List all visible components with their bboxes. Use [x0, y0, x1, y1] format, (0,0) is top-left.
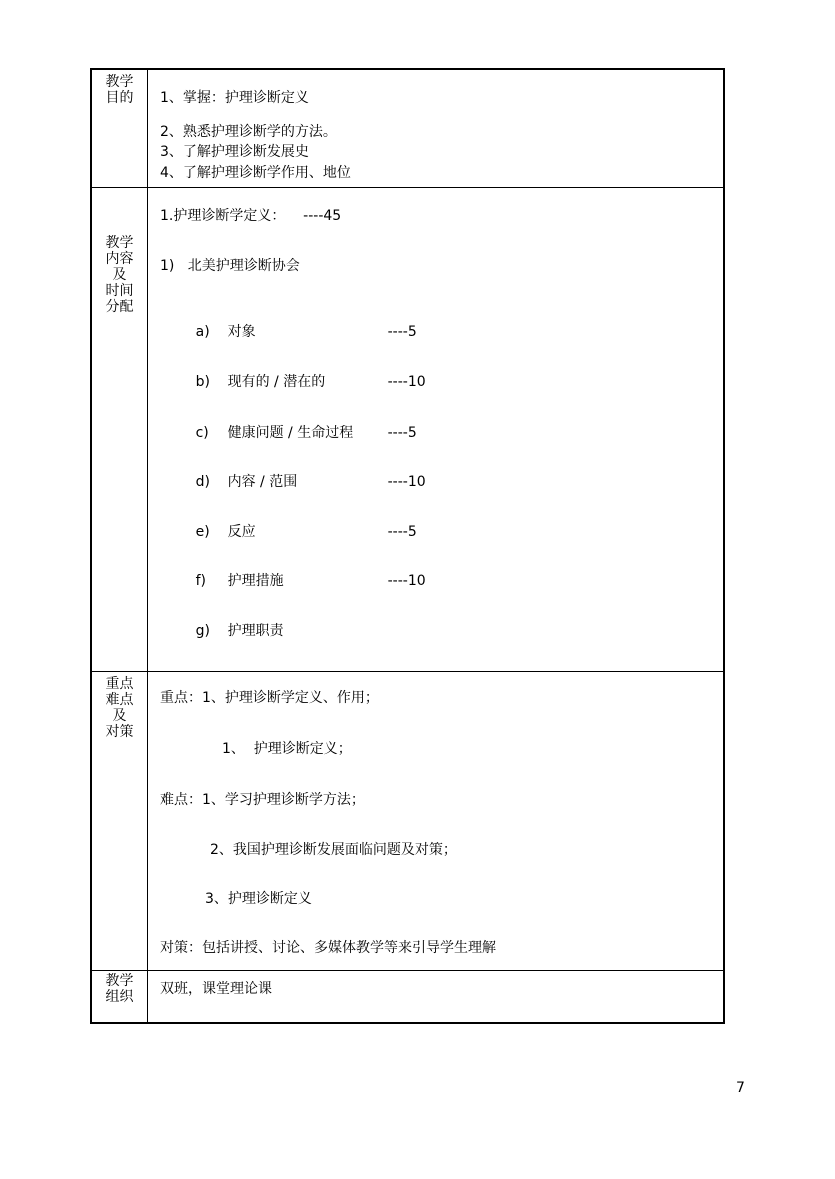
row-teaching-organization	[92, 971, 723, 1022]
page-number: 7	[736, 1080, 745, 1096]
content-heading: 1.护理诊断学定义： ----45	[160, 208, 342, 224]
item-key: e)	[195, 524, 210, 540]
key-point-line: 难点：1、学习护理诊断学方法；	[160, 792, 365, 808]
objective-line: 3、了解护理诊断发展史	[160, 144, 309, 160]
item-time: ----10	[387, 474, 426, 490]
label-line: 组织	[105, 989, 134, 1005]
content-subheading: 1) 北美护理诊断协会	[160, 258, 300, 274]
label-line: 分配	[105, 299, 134, 315]
item-time: ----10	[387, 374, 426, 390]
content-item	[160, 455, 426, 509]
label-line: 及	[112, 267, 127, 283]
item-key: d)	[195, 474, 210, 490]
row-teaching-content	[92, 188, 723, 672]
content-item	[160, 406, 417, 460]
objectives-content	[148, 70, 723, 187]
label-line: 目的	[105, 90, 134, 106]
key-points-content	[148, 672, 723, 970]
item-time: ----5	[387, 524, 417, 540]
content-item	[160, 505, 417, 559]
item-text: 反应	[227, 524, 256, 540]
label-line: 教学	[105, 74, 134, 90]
item-key: b)	[195, 374, 210, 390]
item-text: 内容 / 范围	[227, 474, 298, 490]
row-label-objectives	[92, 70, 148, 187]
key-point-line: 2、我国护理诊断发展面临问题及对策；	[210, 842, 457, 858]
item-text: 现有的 / 潜在的	[227, 374, 326, 390]
key-point-line: 3、护理诊断定义	[205, 891, 312, 907]
item-key: g)	[195, 623, 210, 639]
item-text: 护理措施	[227, 573, 284, 589]
item-text: 健康问题 / 生命过程	[227, 425, 354, 441]
label-line: 时间	[105, 283, 134, 299]
item-time: ----5	[387, 425, 417, 441]
content-item	[160, 305, 417, 359]
objective-line: 2、熟悉护理诊断学的方法。	[160, 124, 337, 140]
item-time: ----5	[387, 324, 417, 340]
row-label-content	[92, 188, 148, 671]
content-item	[160, 554, 426, 608]
row-key-points	[92, 672, 723, 971]
row-label-key-points	[92, 672, 148, 970]
row-teaching-objectives	[92, 70, 723, 188]
label-line: 重点	[105, 676, 134, 692]
item-key: c)	[195, 425, 209, 441]
content-section	[148, 188, 723, 671]
objective-line: 1、掌握：护理诊断定义	[160, 90, 309, 106]
content-item	[160, 604, 388, 658]
row-label-organization	[92, 971, 148, 1022]
key-point-line: 对策：包括讲授、讨论、多媒体教学等来引导学生理解	[160, 940, 496, 956]
content-item	[160, 355, 426, 409]
item-text: 护理职责	[227, 623, 284, 639]
item-time: ----10	[387, 573, 426, 589]
key-point-line: 重点：1、护理诊断学定义、作用；	[160, 690, 379, 706]
organization-line: 双班，课堂理论课	[160, 981, 272, 997]
label-line: 教学	[105, 235, 134, 251]
label-line: 教学	[105, 973, 134, 989]
label-line: 对策	[105, 724, 134, 740]
organization-content	[148, 971, 723, 1022]
label-line: 难点	[105, 692, 134, 708]
lesson-plan-table	[90, 68, 725, 1024]
label-line: 内容	[105, 251, 134, 267]
objective-line: 4、了解护理诊断学作用、地位	[160, 165, 351, 181]
key-point-line: 1、 护理诊断定义；	[222, 741, 352, 757]
label-line: 及	[112, 708, 127, 724]
item-key: a)	[195, 324, 210, 340]
item-text: 对象	[227, 324, 256, 340]
item-key: f)	[195, 573, 206, 589]
